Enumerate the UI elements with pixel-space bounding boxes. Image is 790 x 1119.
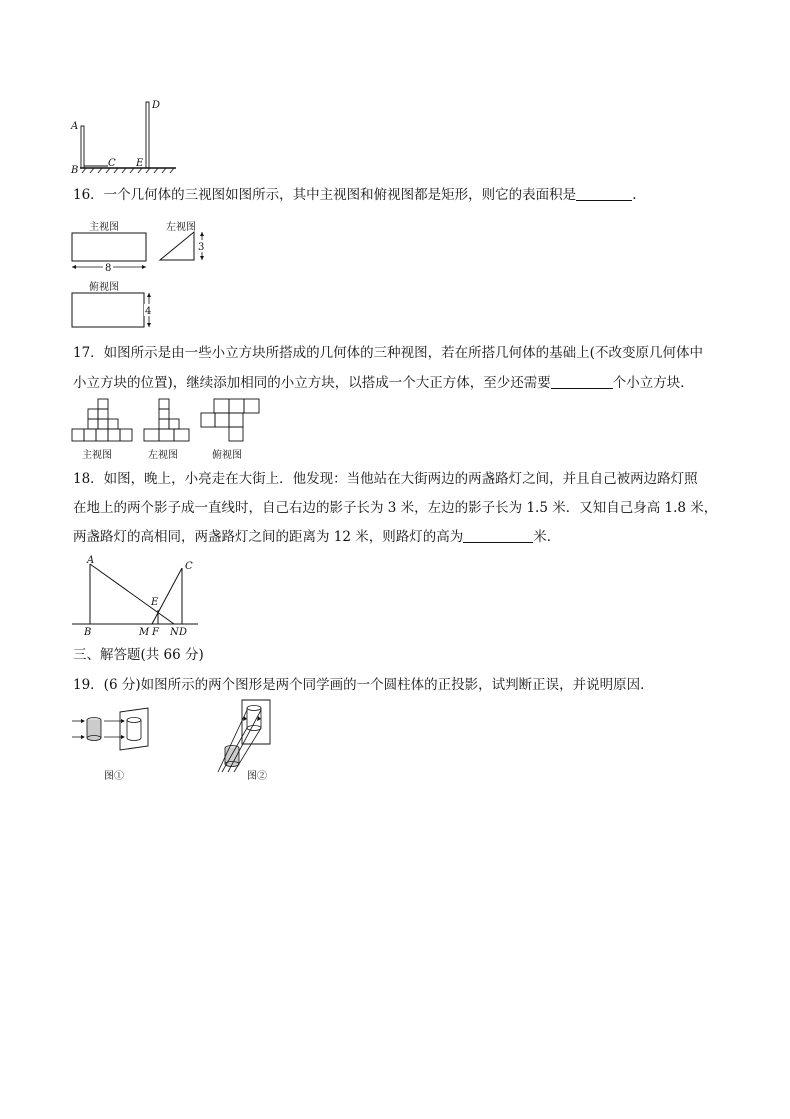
q15-label-c: C — [108, 158, 116, 169]
q18-label-d: D — [179, 627, 188, 638]
q17-top-view — [200, 398, 266, 444]
q19-fig1-caption: 图① — [104, 771, 124, 782]
q18-label-f: F — [152, 627, 159, 638]
q16-dim-width: 4 — [145, 306, 152, 317]
q18-line3-after: 米． — [533, 529, 561, 545]
q17-left-view — [143, 398, 193, 444]
q16-question — [73, 186, 636, 204]
q18-label-b: B — [84, 627, 92, 638]
q16-dim-length: 8 — [105, 263, 112, 274]
q15-figure — [66, 96, 186, 176]
q15-label-d: D — [152, 100, 161, 111]
q19-figure-1 — [70, 708, 154, 756]
q17-answer-blank[interactable] — [551, 374, 613, 389]
q16-top-view-caption: 俯视图 — [89, 282, 119, 293]
q16-answer-blank[interactable] — [576, 186, 632, 201]
q19-text: 19．(6 分)如图所示的两个图形是两个同学画的一个圆柱体的正投影，试判断正误，并说明原因． — [73, 677, 654, 693]
q17-line2 — [73, 374, 694, 392]
q16-end: . — [632, 187, 637, 203]
q16-front-view — [70, 232, 150, 272]
q16-front-view-caption: 主视图 — [89, 222, 119, 233]
q17-left-view-caption: 左视图 — [148, 450, 178, 461]
q19-fig2-caption: 图② — [247, 771, 267, 782]
q18-line3 — [73, 528, 560, 546]
q18-line3-before: 两盏路灯的高相同，两盏路灯之间的距离为 12 米，则路灯的高为 — [73, 529, 464, 545]
q18-figure — [70, 552, 200, 642]
q18-line1: 18．如图，晚上，小亮走在大街上．他发现：当他站在大街两边的两盏路灯之间，并且自己被两边路灯照 — [73, 471, 698, 487]
q17-line2-before: 小立方块的位置)，继续添加相同的小立方块，以搭成一个大正方体，至少还需要 — [73, 375, 551, 391]
q18-label-e: E — [151, 597, 159, 608]
q19-figure-2 — [214, 698, 280, 774]
section-3-title: 三、解答题(共 66 分) — [73, 647, 204, 663]
q16-dim-height: 3 — [198, 242, 205, 253]
q16-left-view-caption: 左视图 — [166, 222, 196, 233]
q17-line2-after: 个小立方块． — [612, 375, 694, 391]
q18-label-a: A — [87, 555, 95, 566]
q18-answer-blank[interactable] — [463, 528, 533, 543]
q18-label-n: N — [170, 627, 179, 638]
q15-label-e: E — [136, 158, 144, 169]
q17-front-view-caption: 主视图 — [82, 450, 112, 461]
q18-line2: 在地上的两个影子成一直线时，自己右边的影子长为 3 米，左边的影子长为 1.5 米．又知自己身高 1.8 米， — [73, 500, 718, 516]
q15-label-a: A — [71, 121, 79, 132]
q17-line1: 17．如图所示是由一些小立方块所搭成的几何体的三种视图，若在所搭几何体的基础上(不改变原几何体中 — [73, 345, 703, 361]
q17-front-view — [71, 398, 135, 444]
q15-label-b: B — [71, 165, 79, 176]
q16-text: 16．一个几何体的三视图如图所示，其中主视图和俯视图都是矩形，则它的表面积是 — [73, 187, 577, 203]
q17-top-view-caption: 俯视图 — [212, 450, 242, 461]
q16-top-view — [70, 292, 156, 330]
q18-label-m: M — [139, 627, 150, 638]
q18-label-c: C — [185, 561, 193, 572]
q16-left-view — [158, 230, 212, 266]
